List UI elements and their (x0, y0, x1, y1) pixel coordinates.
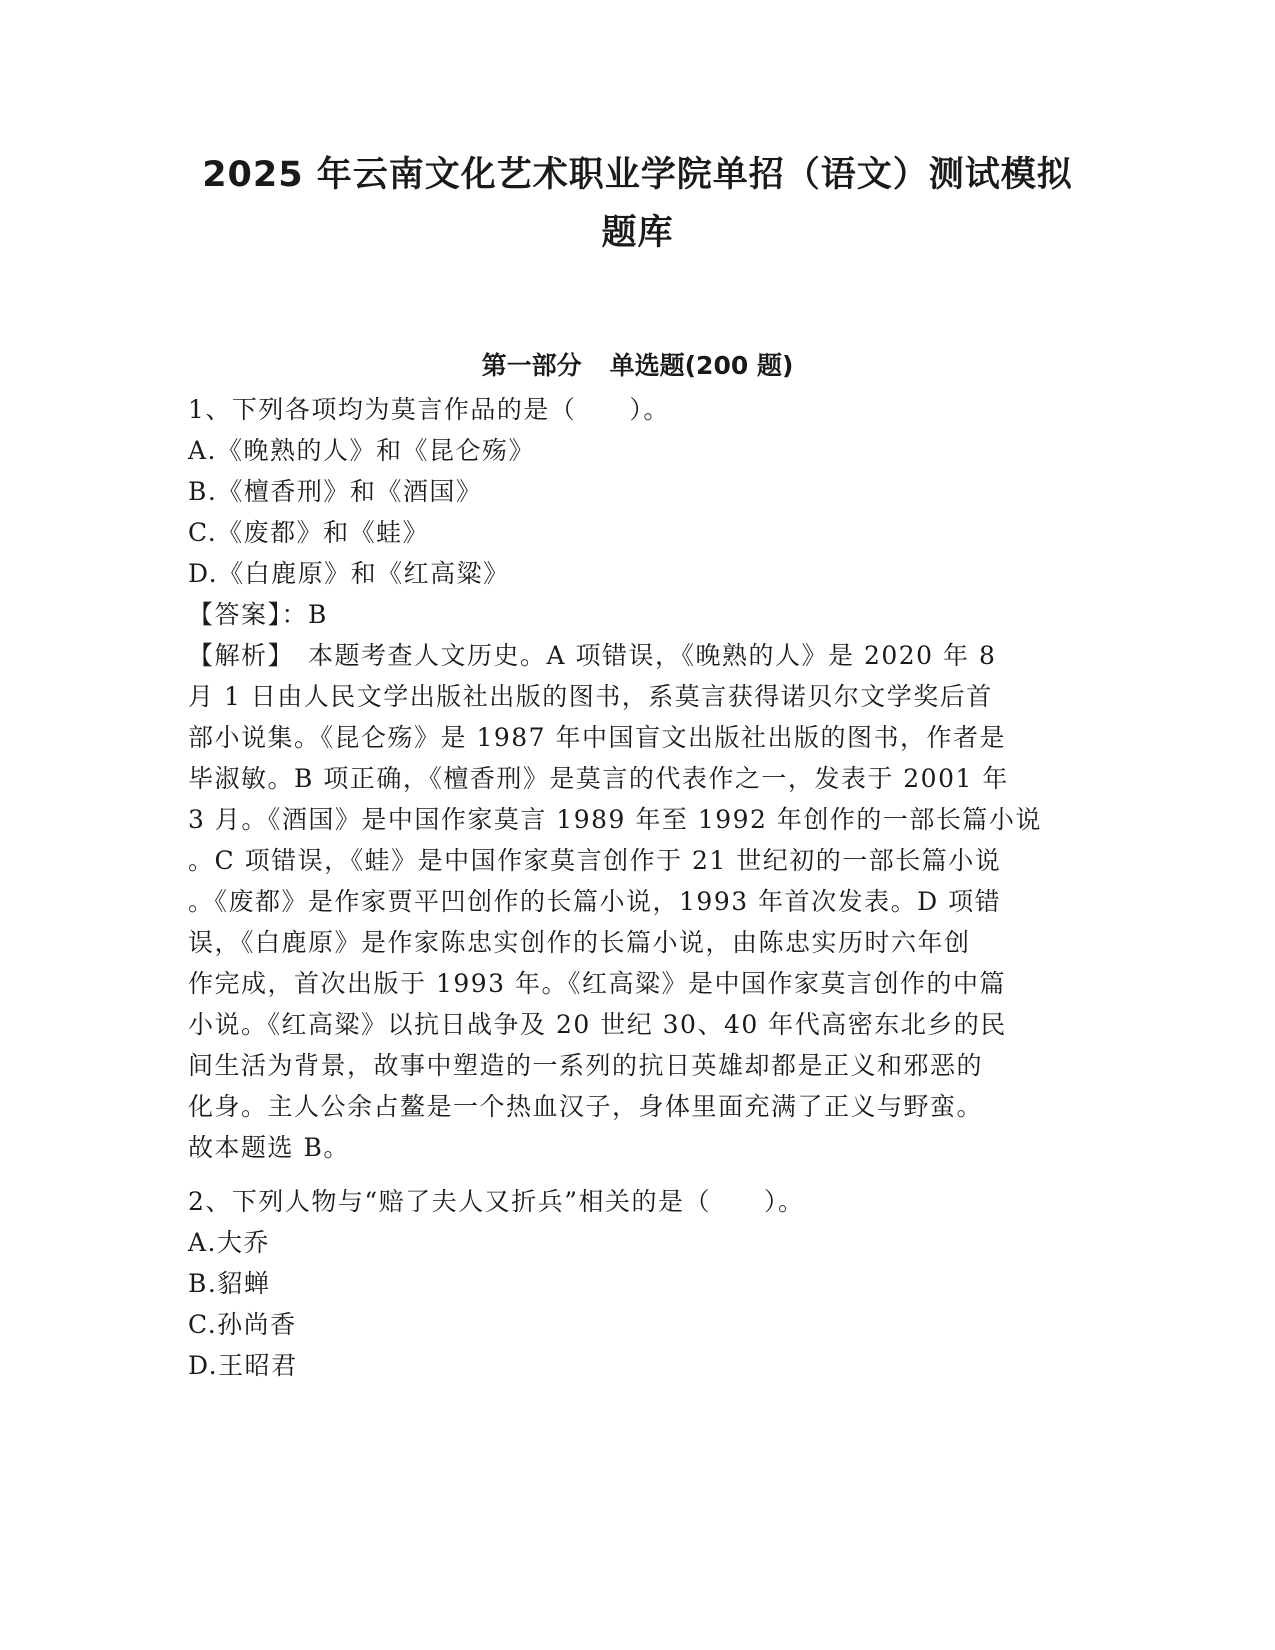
section-name: 单选题(200 题) (609, 351, 794, 380)
question-1-analysis-line: 化身。主人公余占鳌是一个热血汉子，身体里面充满了正义与野蛮。 (188, 1092, 984, 1121)
question-1-analysis-line: 月 1 日由人民文学出版社出版的图书，系莫言获得诺贝尔文学奖后首 (188, 682, 993, 711)
question-1-analysis-line: 。C 项错误，《蛙》是中国作家莫言创作于 21 世纪初的一部长篇小说 (188, 846, 1002, 875)
question-2-stem: 2、下列人物与“赔了夫人又折兵”相关的是（ ）。 (188, 1187, 805, 1216)
question-1-stem: 1、下列各项均为莫言作品的是（ ）。 (188, 395, 670, 424)
question-2-option-d: D.王昭君 (188, 1351, 298, 1380)
question-1-analysis-line: 误，《白鹿原》是作家陈忠实创作的长篇小说，由陈忠实历时六年创 (188, 928, 971, 957)
question-1-option-b: B.《檀香刑》和《酒国》 (188, 477, 483, 506)
question-1-analysis-line: 作完成，首次出版于 1993 年。《红高粱》是中国作家莫言创作的中篇 (188, 969, 1007, 998)
question-1-analysis-line: 。《废都》是作家贾平凹创作的长篇小说，1993 年首次发表。D 项错 (188, 887, 1002, 916)
question-1-analysis-line: 故本题选 B。 (188, 1133, 350, 1162)
question-2-option-a: A.大乔 (188, 1228, 271, 1257)
question-1-answer: 【答案】：B (188, 600, 328, 629)
question-2-option-b: B.貂蝉 (188, 1269, 271, 1298)
document-title (160, 146, 1115, 262)
question-1-option-c: C.《废都》和《蛙》 (188, 518, 430, 547)
document-title-line-2: 题库 (601, 213, 674, 253)
section-heading (0, 348, 1275, 384)
section-part: 第一部分 (481, 351, 582, 380)
question-1-option-d: D.《白鹿原》和《红高粱》 (188, 559, 510, 588)
question-1-analysis-line: 部小说集。《昆仑殇》是 1987 年中国盲文出版社出版的图书，作者是 (188, 723, 1007, 752)
question-1-analysis-line: 小说。《红高粱》以抗日战争及 20 世纪 30、40 年代高密东北乡的民 (188, 1010, 1007, 1039)
question-1-option-a: A.《晚熟的人》和《昆仑殇》 (188, 436, 536, 465)
question-1-analysis-line: 【解析】 本题考查人文历史。A 项错误，《晚熟的人》是 2020 年 8 (188, 641, 997, 670)
question-2-option-c: C.孙尚香 (188, 1310, 297, 1339)
question-1-analysis-line: 间生活为背景，故事中塑造的一系列的抗日英雄却都是正义和邪恶的 (188, 1051, 984, 1080)
question-1-analysis-line: 毕淑敏。B 项正确，《檀香刑》是莫言的代表作之一，发表于 2001 年 (188, 764, 1009, 793)
question-1-analysis-line: 3 月。《酒国》是中国作家莫言 1989 年至 1992 年创作的一部长篇小说 (188, 805, 1042, 834)
document-title-line-1: 2025 年云南文化艺术职业学院单招（语文）测试模拟 (202, 155, 1073, 195)
